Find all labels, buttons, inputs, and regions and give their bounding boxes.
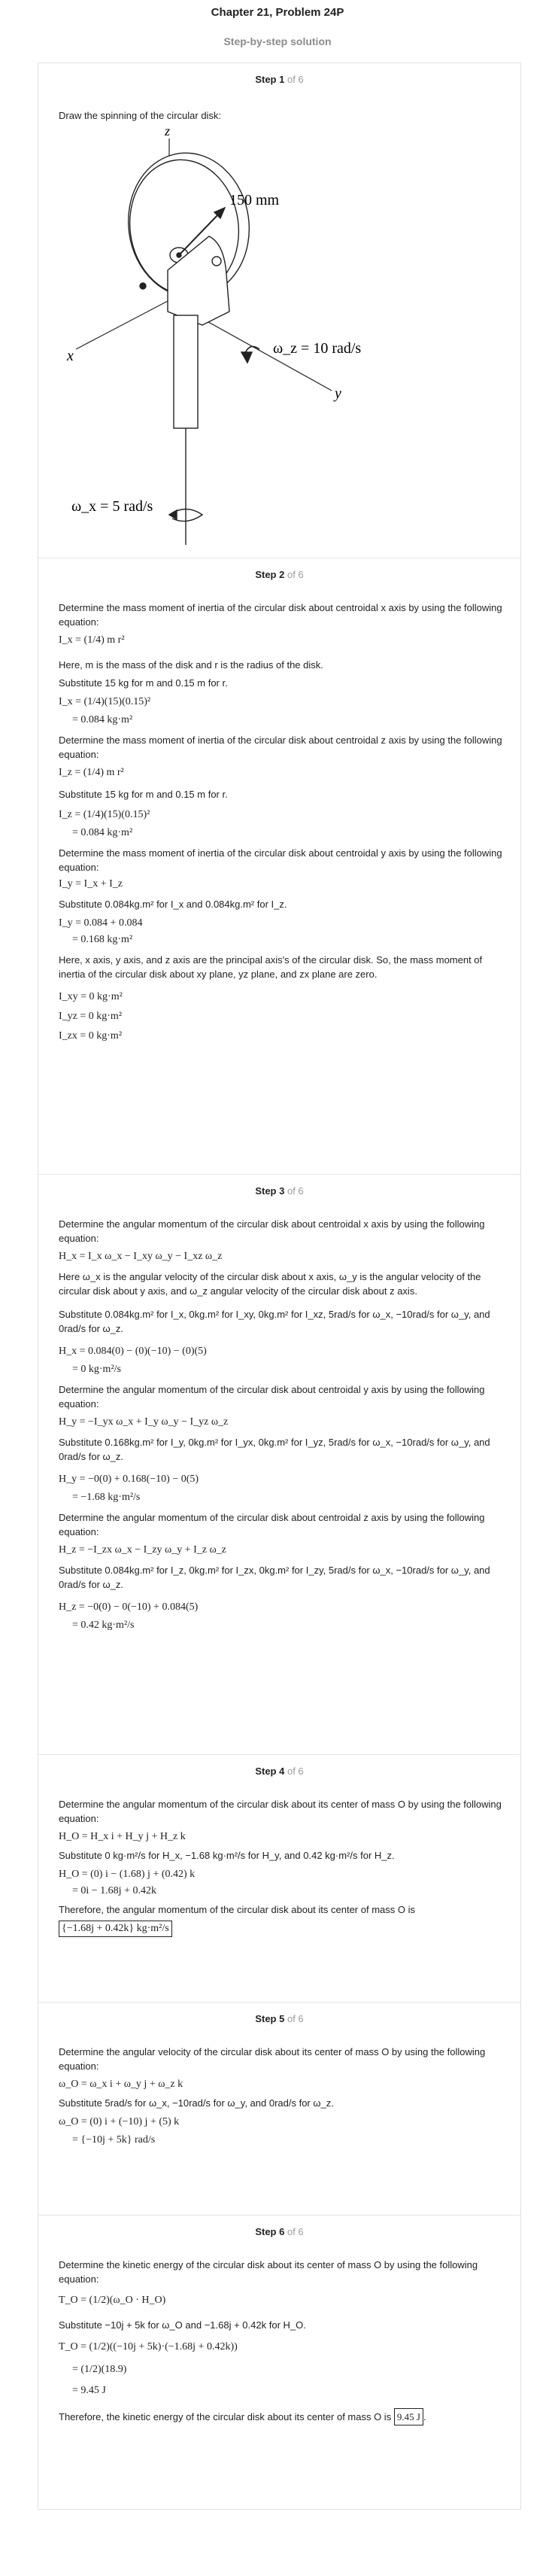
step-6-eq-1: T_O = (1/2)(ω_O · H_O) <box>59 2295 166 2306</box>
step-6-header: Step 6 of 6 <box>255 2226 304 2237</box>
page-subtitle: Step-by-step solution <box>223 35 332 47</box>
step-3-text-6: Determine the angular momentum of the circular disk about centroidal z axis by using the following equation: <box>59 1512 485 1537</box>
step-4-eq-1: H_O = H_x i + H_y j + H_z k <box>59 1831 186 1842</box>
step-6-eq-2c: = 9.45 J <box>72 2385 106 2396</box>
step-5-text-1: Determine the angular velocity of the circular disk about its center of mass O by using the following equation: <box>59 2046 486 2072</box>
step-3 <box>38 1175 520 1755</box>
step-2-text-6: Determine the mass moment of inertia of the circular disk about centroidal y axis by using the following equation: <box>59 847 502 873</box>
step-3-header: Step 3 of 6 <box>255 1185 304 1197</box>
step-2-text-5: Substitute 15 kg for m and 0.15 m for r. <box>59 789 228 800</box>
step-2-eq-7: I_xy = 0 kg·m² <box>59 991 123 1002</box>
step-5-text-2: Substitute 5rad/s for ω_x, −10rad/s for ω_y, and 0rad/s for ω_z. <box>59 2097 334 2109</box>
step-3-text-7: Substitute 0.084kg.m² for I_z, 0kg.m² for I_zx, 0kg.m² for I_zy, 5rad/s for ω_x, −10rad/s for ω_y, and 0rad/s for ω_z. <box>59 1565 490 1590</box>
page-title: Chapter 21, Problem 24P <box>211 6 344 19</box>
step-1-intro: Draw the spinning of the circular disk: <box>59 110 222 121</box>
axis-y-label: y <box>335 385 341 402</box>
step-2-eq-2a: I_x = (1/4)(15)(0.15)² <box>59 696 151 707</box>
step-6-text-3: Therefore, the kinetic energy of the circular disk about its center of mass O is <box>59 2411 392 2422</box>
step-2-eq-2b: = 0.084 kg·m² <box>72 714 133 725</box>
step-6-conclusion: Therefore, the kinetic energy of the circular disk about its center of mass O is 9.45 J . <box>59 2408 426 2425</box>
step-3-eq-2b: = 0 kg·m²/s <box>72 1364 121 1375</box>
omega-z-label: ω_z = 10 rad/s <box>273 340 362 357</box>
step-2-text-8: Here, x axis, y axis, and z axis are the principal axis's of the circular disk. So, the mass moment of inertia of the circular disk about xy plane, yz plane, and zx plane are zero. <box>59 954 483 980</box>
step-4-text-1: Determine the angular momentum of the circular disk about its center of mass O by using the following equation: <box>59 1799 502 1824</box>
step-2-text-1: Determine the mass moment of inertia of the circular disk about centroidal x axis by using the following equation: <box>59 602 502 628</box>
spinning-disk-figure <box>55 123 371 552</box>
axis-z-label: z <box>165 123 171 138</box>
step-3-text-3: Substitute 0.084kg.m² for I_x, 0kg.m² for I_xy, 0kg.m² for I_xz, 5rad/s for ω_x, −10rad/s for ω_y, and 0rad/s for ω_z. <box>59 1309 490 1334</box>
axis-x-label: x <box>67 348 74 364</box>
step-2 <box>38 558 520 1175</box>
step-4-eq-2a: H_O = (0) i − (1.68) j + (0.42) k <box>59 1869 196 1880</box>
omega-x-label: ω_x = 5 rad/s <box>71 498 153 515</box>
step-2-eq-3: I_z = (1/4) m r² <box>59 767 124 778</box>
step-2-eq-4a: I_z = (1/4)(15)(0.15)² <box>59 809 150 820</box>
step-2-header: Step 2 of 6 <box>255 569 304 580</box>
step-5-eq-2b: = {−10j + 5k} rad/s <box>72 2134 156 2146</box>
step-2-eq-6a: I_y = 0.084 + 0.084 <box>59 917 143 929</box>
step-2-eq-6b: = 0.168 kg·m² <box>72 934 133 945</box>
step-2-text-4: Determine the mass moment of inertia of the circular disk about centroidal z axis by using the following equation: <box>59 734 502 760</box>
step-3-eq-5: H_z = −I_zx ω_x − I_zy ω_y + I_z ω_z <box>59 1544 226 1556</box>
step-3-text-2: Here ω_x is the angular velocity of the circular disk about x axis, ω_y is the angular velocity of the circular disk about y axis, and ω_z angular velocity of the circular disk about z axis. <box>59 1271 481 1297</box>
step-3-text-4: Determine the angular momentum of the circular disk about centroidal y axis by using the following equation: <box>59 1384 485 1410</box>
step-6-eq-2b: = (1/2)(18.9) <box>72 2364 127 2375</box>
step-2-eq-4b: = 0.084 kg·m² <box>72 827 133 838</box>
solution-steps <box>38 62 521 2510</box>
step-1 <box>38 63 520 558</box>
step-5-eq-1: ω_O = ω_x i + ω_y j + ω_z k <box>59 2079 183 2090</box>
step-6-eq-2a: T_O = (1/2)((−10j + 5k)·(−1.68j + 0.42k)) <box>59 2341 238 2352</box>
step-4 <box>38 1755 520 2003</box>
step-2-eq-5: I_y = I_x + I_z <box>59 878 123 890</box>
step-6-text-1: Determine the kinetic energy of the circular disk about its center of mass O by using the following equation: <box>59 2259 478 2285</box>
step-3-eq-3: H_y = −I_yx ω_x + I_y ω_y − I_yz ω_z <box>59 1416 229 1428</box>
step-3-eq-4b: = −1.68 kg·m²/s <box>72 1492 141 1503</box>
step-4-text-2: Substitute 0 kg·m²/s for H_x, −1.68 kg·m²/s for H_y, and 0.42 kg·m²/s for H_z. <box>59 1850 395 1861</box>
step-3-text-1: Determine the angular momentum of the circular disk about centroidal x axis by using the following equation: <box>59 1218 485 1244</box>
step-4-header: Step 4 of 6 <box>255 1765 304 1777</box>
step-2-text-3: Substitute 15 kg for m and 0.15 m for r. <box>59 677 228 689</box>
step-5-header: Step 5 of 6 <box>255 2013 304 2024</box>
step-1-header: Step 1 of 6 <box>255 74 304 85</box>
step-2-text-2: Here, m is the mass of the disk and r is the radius of the disk. <box>59 659 323 671</box>
step-2-eq-8: I_yz = 0 kg·m² <box>59 1011 123 1022</box>
step-4-text-3: Therefore, the angular momentum of the circular disk about its center of mass O is <box>59 1904 415 1915</box>
step-2-eq-9: I_zx = 0 kg·m² <box>59 1030 123 1042</box>
step-5 <box>38 2003 520 2216</box>
step-3-eq-6a: H_z = −0(0) − 0(−10) + 0.084(5) <box>59 1601 199 1613</box>
radius-label: 150 mm <box>229 192 280 208</box>
step-4-eq-2b: = 0i − 1.68j + 0.42k <box>72 1885 156 1896</box>
step-3-text-5: Substitute 0.168kg.m² for I_y, 0kg.m² for I_yx, 0kg.m² for I_yz, 5rad/s for ω_x, −10rad/s for ω_y, and 0rad/s for ω_z. <box>59 1437 490 1462</box>
step-5-eq-2a: ω_O = (0) i + (−10) j + (5) k <box>59 2116 180 2127</box>
step-2-text-7: Substitute 0.084kg.m² for I_x and 0.084kg.m² for I_z. <box>59 899 287 910</box>
step-4-answer: {−1.68j + 0.42k} kg·m²/s <box>59 1921 172 1937</box>
step-2-eq-1: I_x = (1/4) m r² <box>59 634 125 646</box>
step-3-eq-1: H_x = I_x ω_x − I_xy ω_y − I_xz ω_z <box>59 1251 223 1262</box>
step-6-answer: 9.45 J <box>394 2408 423 2425</box>
step-3-eq-2a: H_x = 0.084(0) − (0)(−10) − (0)(5) <box>59 1346 207 1357</box>
step-6-text-2: Substitute −10j + 5k for ω_O and −1.68j + 0.42k for H_O. <box>59 2319 306 2331</box>
step-6 <box>38 2216 520 2509</box>
step-3-eq-6b: = 0.42 kg·m²/s <box>72 1620 135 1631</box>
step-3-eq-4a: H_y = −0(0) + 0.168(−10) − 0(5) <box>59 1474 199 1485</box>
